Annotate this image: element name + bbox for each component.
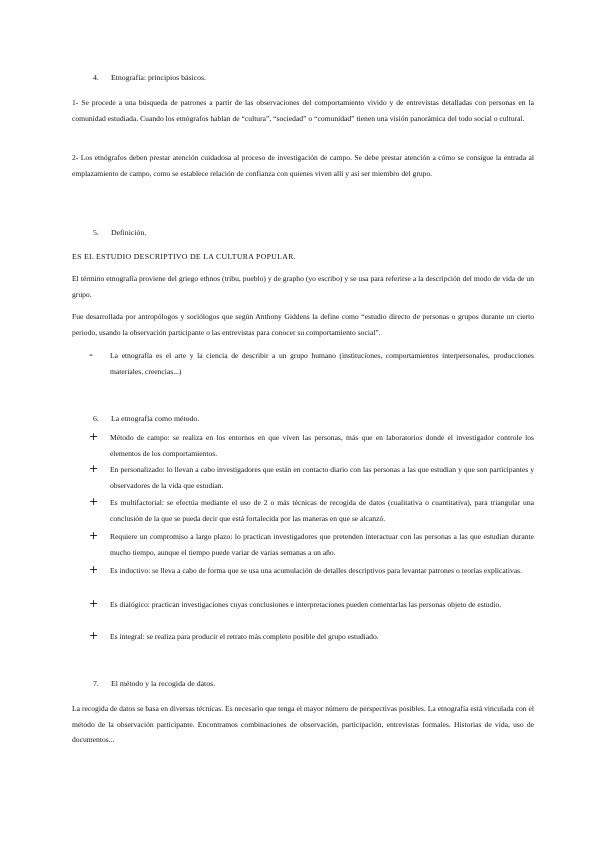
section-5-paragraph-2: Fue desarrollada por antropólogos y sociólogos que según Anthony Giddens la define como “estudio directo de personas o grupos durante un cierto periodo, usando la observación participante o las entrevistas para conocer su comportamiento social”. [72,312,534,337]
plus-marker: + [89,430,99,443]
list-item-text: En personalizado: lo llevan a cabo investigadores que están en contacto diario con las personas a las que estudian y que son participantes y observadores de la vida que estudian. [110,465,534,490]
list-item [89,563,534,579]
plus-marker: + [89,495,99,508]
list-item [89,597,534,613]
section-5-paragraph-1: El término etnografía proviene del griego ethnos (tribu, pueblo) y de grapho (yo escribo) y se usa para referirse a la descripción del modo de vida de un grupo. [72,274,534,299]
plus-marker: + [89,529,99,542]
section-4-paragraph-2: 2- Los etnógrafos deben prestar atención cuidadosa al proceso de investigación de campo. Se debe prestar atención a cómo se consigue la entrada al emplazamiento de campo, como se establece relación de confianza con quienes viven allí y así ser miembro del grupo. [72,153,534,178]
section-4-heading [93,72,206,84]
section-7-number: 7. [93,679,99,688]
section-4-paragraph-1: 1- Se procede a una búsqueda de patrones a partir de las observaciones del comportamiento vivido y de entrevistas detalladas con personas en la comunidad estudiada. Cuando los etnógrafos hablan de “cultura”, “sociedad” o “comunidad” tienen una visión panorámica del todo social o cultural. [72,98,534,123]
list-item-text: Es inductivo: se lleva a cabo de forma que se usa una acumulación de detalles descriptivos para levantar patrones o teorías explicativas. [110,566,523,575]
list-item-text: Requiere un compromiso a largo plazo: lo practican investigadores que pretenden interactuar con las personas a las que estudian durante mucho tiempo, aunque el tiempo puede variar de varias semanas a un año. [110,532,534,557]
section-5-number: 5. [93,228,99,237]
section-7-title: El método y la recogida de datos. [110,679,216,688]
section-5-heading [93,227,146,239]
list-item [89,430,534,461]
section-5-title: Definición. [110,228,147,237]
list-item-text: Método de campo: se realiza en los entornos en que viven las personas, más que en laboratorios donde el investigador controle los elementos de los comportamientos. [110,433,534,458]
section-7-paragraph: La recogida de datos se basa en diversas técnicas. Es necesario que tenga el mayor número de perspectivas posibles. La etnografía está vinculada con el método de la observación participante. Encontramos combinaciones de observación, participación, entrevistas formales. Historias de vida, uso de documentos... [72,704,534,745]
section-6-title: La etnografía como método. [110,414,200,423]
section-4-number: 4. [93,73,99,82]
section-5-caps-line: ES EL ESTUDIO DESCRIPTIVO DE LA CULTURA POPULAR. [72,252,296,261]
dash-marker: - [89,348,93,361]
section-6-number: 6. [93,414,99,423]
plus-marker: + [89,597,99,610]
list-item-text: Es dialógico: practican investigaciones cuyas conclusiones e interpretaciones pueden comentarlas las personas objeto de estudio. [110,600,502,609]
plus-marker: + [89,629,99,642]
section-7-heading [93,678,215,690]
plus-marker: + [89,563,99,576]
list-item [89,495,534,526]
section-5-dash-item [89,348,534,379]
list-item [89,529,534,560]
dash-item-text: La etnografía es el arte y la ciencia de describir a un grupo humano (instituciones, comportamientos interpersonales, producciones materiales, creencias...) [110,351,534,376]
plus-marker: + [89,462,99,475]
section-4-title: Etnografía: principios básicos. [110,73,207,82]
list-item-text: Es integral: se realiza para producir el retrato más completo posible del grupo estudiado. [110,632,379,641]
list-item-text: Es multifactorial: se efectúa mediante el uso de 2 o más técnicas de recogida de datos (cualitativa o cuantitativa), para triangular una conclusión de la que se pueda decir que está fortalecida por las maneras en que se alcanzó. [110,498,534,523]
list-item [89,629,534,645]
section-6-heading [93,413,199,425]
list-item [89,462,534,493]
